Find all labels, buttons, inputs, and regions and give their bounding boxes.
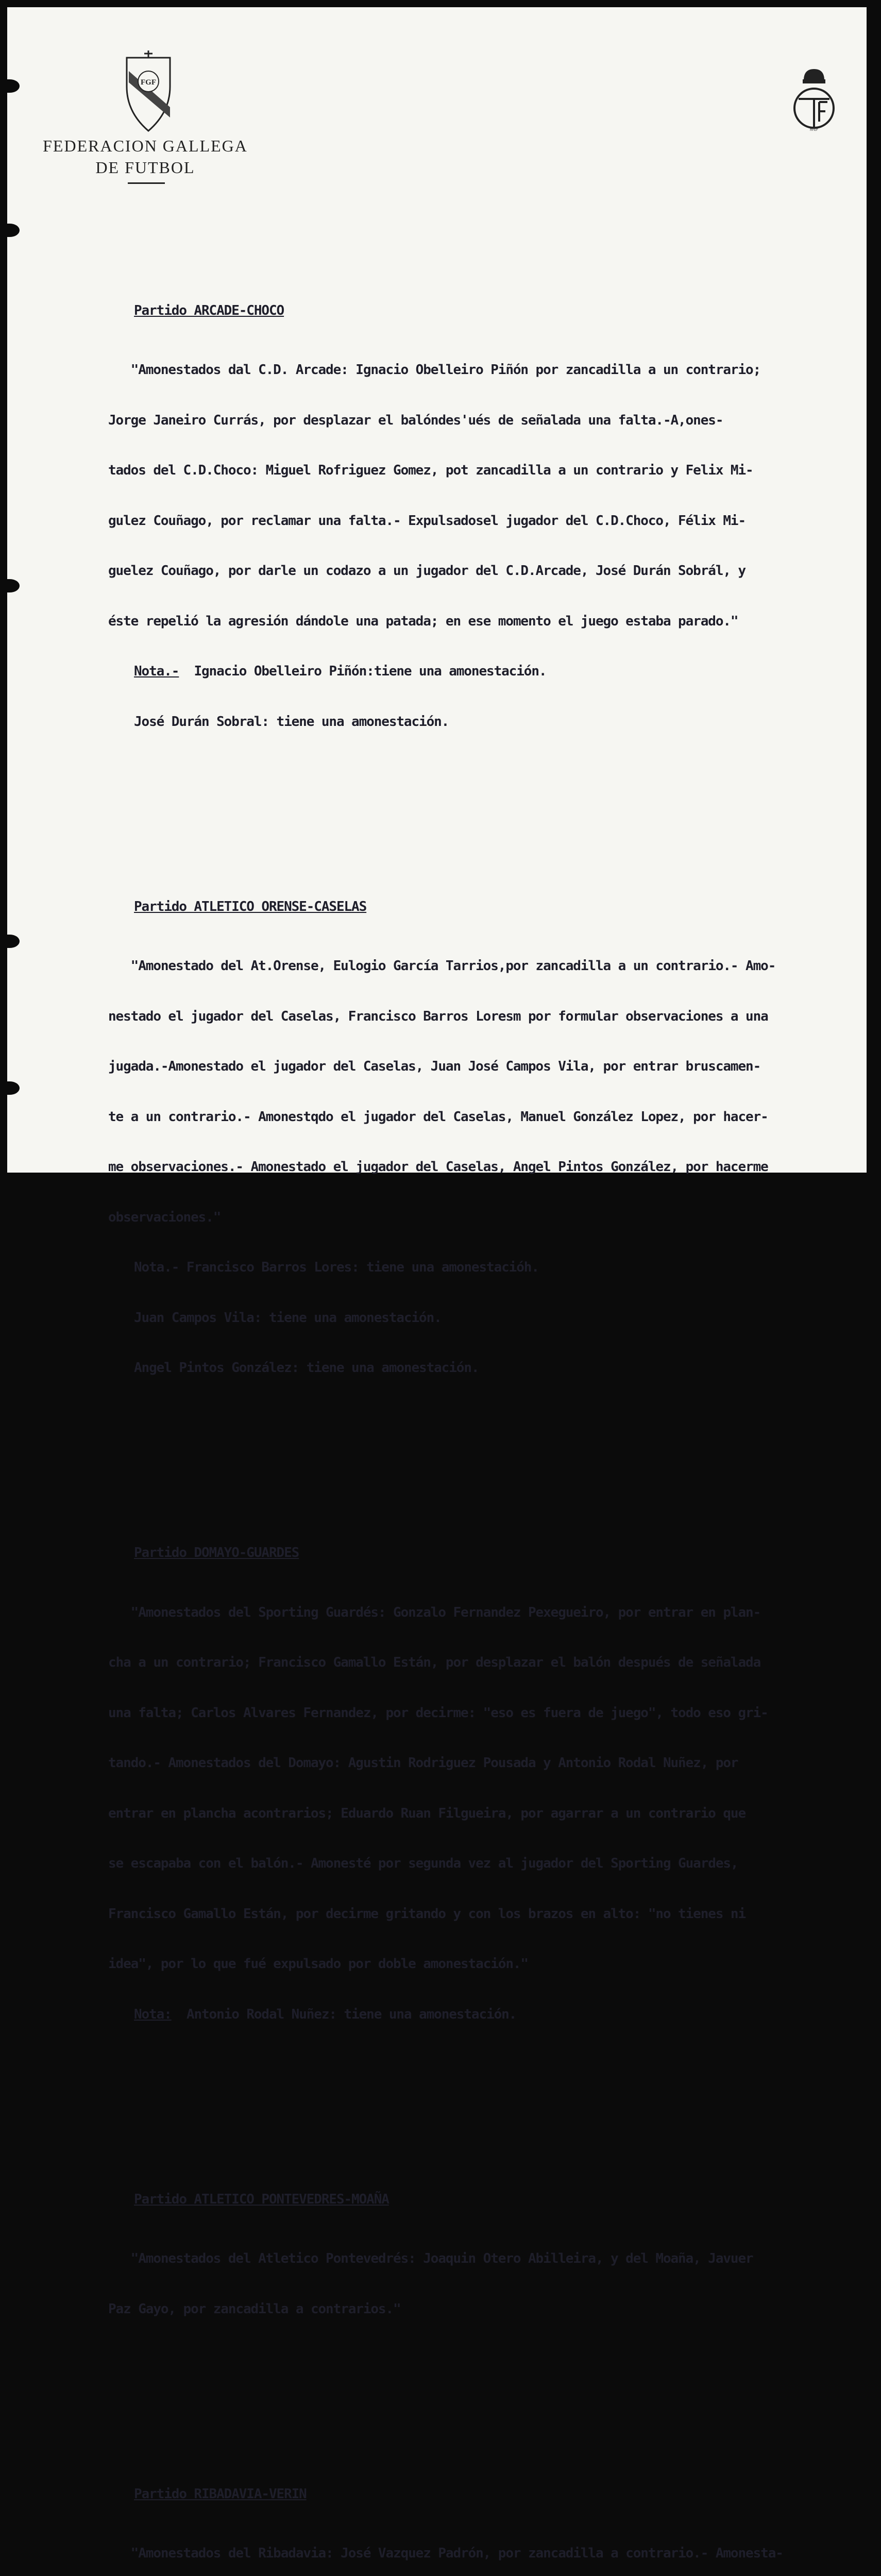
report-line: "Amonestados del Sporting Guardés: Gonzalo Fernandez Pexegueiro, por entrar en plan-	[108, 1604, 881, 1621]
report-line: gulez Couñago, por reclamar una falta.- Expulsadosel jugador del C.D.Choco, Félix Mi-	[108, 513, 881, 530]
report-line: éste repelió la agresión dándole una patada; en ese momento el juego estaba parado."	[108, 613, 881, 630]
report-line: observaciones."	[108, 1209, 881, 1226]
report-line: cha a un contrario; Francisco Gamallo Están, por desplazar el balón después de señalada	[108, 1654, 881, 1671]
report-line: "Amonestados dal C.D. Arcade: Ignacio Obelleiro Piñón por zancadilla a un contrario;	[108, 362, 881, 379]
note-text: Antonio Rodal Nuñez: tiene una amonestación.	[187, 2007, 516, 2022]
federation-name	[42, 135, 248, 178]
report-body	[108, 218, 881, 2576]
binder-hole	[0, 1081, 20, 1095]
match-section	[108, 1511, 881, 2056]
match-title: Partido ATLETICO ORENSE-CASELAS	[134, 899, 881, 916]
federation-shield-logo	[124, 50, 173, 133]
report-line: se escapaba con el balón.- Amonesté por segunda vez al jugador del Sporting Guardes,	[108, 1855, 881, 1872]
binder-hole	[0, 224, 20, 237]
report-line: una falta; Carlos Alvares Fernandez, por decirme: "eso es fuera de juego", todo eso gri-	[108, 1705, 881, 1722]
match-section	[108, 2158, 881, 2351]
note-line: Angel Pintos González: tiene una amonestación.	[108, 1360, 881, 1377]
binder-hole	[0, 79, 20, 93]
header-rule	[128, 182, 165, 184]
report-line: "Amonestados del Atletico Pontevedrés: Joaquin Otero Abilleira, y del Moaña, Javuer	[108, 2250, 881, 2267]
match-title: Partido ATLETICO PONTEVEDRES-MOAÑA	[134, 2191, 881, 2208]
note-text: Ignacio Obelleiro Piñón:tiene una amonestación.	[194, 664, 546, 679]
crest-letters: RFEF	[810, 129, 818, 132]
note-line	[108, 2006, 881, 2023]
report-line: entrar en plancha acontrarios; Eduardo Ruan Filgueira, por agarrar a un contrario que	[108, 1805, 881, 1822]
federation-name-line1: FEDERACION GALLEGA	[43, 137, 248, 155]
match-title: Partido RIBADAVIA-VERIN	[134, 2486, 881, 2503]
document-page	[7, 7, 867, 1173]
match-section	[108, 269, 881, 764]
match-section	[108, 2452, 881, 2576]
report-line: nestado el jugador del Caselas, Francisco Barros Loresm por formular observaciones a una	[108, 1008, 881, 1025]
match-section	[108, 865, 881, 1410]
note-label: Nota.-	[134, 1260, 179, 1275]
report-line: idea", por lo que fué expulsado por doble amonestación."	[108, 1956, 881, 1973]
report-line: guelez Couñago, por darle un codazo a un jugador del C.D.Arcade, José Durán Sobrál, y	[108, 563, 881, 580]
report-line: "Amonestados del Ribadavia: José Vazquez Padrón, por zancadilla a contrario.- Amonesta-	[108, 2545, 881, 2562]
report-line: Francisco Gamallo Están, por decirme gritando y con los brazos en alto: "no tienes ni	[108, 1906, 881, 1923]
crest-letters: FGF	[141, 78, 156, 87]
report-line: "Amonestado del At.Orense, Eulogio García Tarrios,por zancadilla a un contrario.- Amo-	[108, 958, 881, 975]
note-line	[108, 663, 881, 680]
report-line: me observaciones.- Amonestado el jugador del Caselas, Angel Pintos González, por hacerme	[108, 1159, 881, 1176]
rfef-crest-logo	[788, 65, 840, 133]
match-title: Partido ARCADE-CHOCO	[134, 302, 881, 319]
report-line: Jorge Janeiro Currás, por desplazar el balóndes'ués de señalada una falta.-A,ones-	[108, 412, 881, 429]
report-line: Paz Gayo, por zancadilla a contrarios."	[108, 2301, 881, 2318]
binder-hole	[0, 579, 20, 592]
note-label: Nota:	[134, 2007, 172, 2022]
note-label: Nota.-	[134, 664, 179, 679]
report-line: tados del C.D.Choco: Miguel Rofriguez Gomez, pot zancadilla a un contrario y Felix Mi-	[108, 462, 881, 479]
report-line: tando.- Amonestados del Domayo: Agustin Rodriguez Pousada y Antonio Rodal Nuñez, por	[108, 1755, 881, 1772]
note-text: Francisco Barros Lores: tiene una amonestacióh.	[187, 1260, 539, 1275]
binder-hole	[0, 935, 20, 948]
note-line: Juan Campos Vila: tiene una amonestación.	[108, 1310, 881, 1327]
note-line: José Durán Sobral: tiene una amonestación.	[108, 714, 881, 731]
note-line	[108, 1259, 881, 1276]
federation-name-line2: DE FUTBOL	[42, 157, 248, 178]
match-title: Partido DOMAYO-GUARDES	[134, 1545, 881, 1562]
report-line: jugada.-Amonestado el jugador del Caselas, Juan José Campos Vila, por entrar bruscamen-	[108, 1058, 881, 1075]
report-line: te a un contrario.- Amonestqdo el jugador del Caselas, Manuel González Lopez, por hacer-	[108, 1109, 881, 1126]
